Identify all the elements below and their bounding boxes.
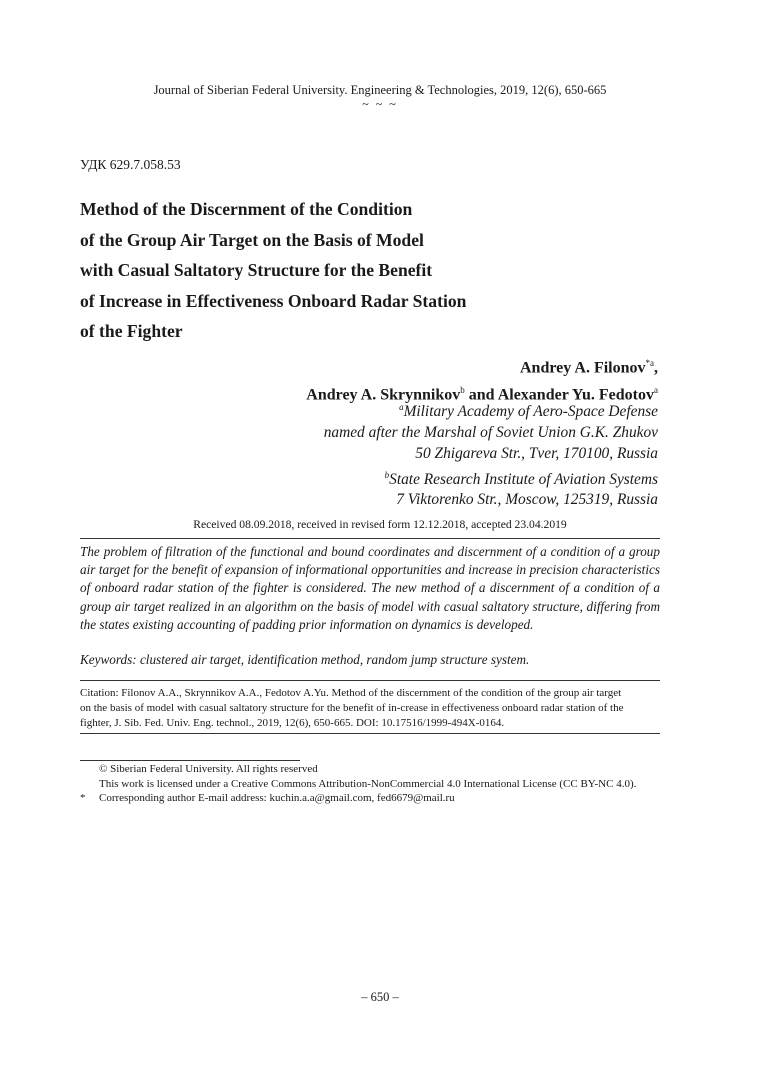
journal-header: Journal of Siberian Federal University. Engineering & Technologies, 2019, 12(6), 650-665 (153, 83, 607, 97)
affiliation-line: 50 Zhigareva Str., Tver, 170100, Russia (415, 444, 658, 462)
affiliations (324, 397, 658, 511)
author-mark: b (460, 385, 465, 396)
citation-line: on the basis of model with casual saltatory structure for the benefit of in-crease in effectiveness onboard radar station of the (80, 702, 624, 715)
citation-line: fighter, J. Sib. Fed. Univ. Eng. technol., 2019, 12(6), 650-665. DOI: 10.17516/1999-494X-0164. (80, 717, 505, 730)
page-number: – 650 – (361, 990, 399, 1004)
received-dates: Received 08.09.2018, received in revised form 12.12.2018, accepted 23.04.2019 (193, 518, 567, 531)
citation (80, 686, 660, 732)
citation-line: Citation: Filonov A.A., Skrynnikov A.A., Fedotov A.Yu. Method of the discernment of the condition of the group air target (80, 687, 622, 699)
paper-title (80, 194, 550, 347)
udk-code: УДК 629.7.058.53 (80, 157, 181, 172)
title-line: of Increase in Effectiveness Onboard Radar Station (80, 290, 467, 311)
keywords: Keywords: clustered air target, identification method, random jump structure system. (80, 652, 530, 667)
title-line: of the Fighter (80, 321, 183, 342)
header-ornament: ~ ~ ~ (362, 97, 398, 111)
affiliation-line: named after the Marshal of Soviet Union G.K. Zhukov (323, 423, 658, 441)
affiliation-line: 7 Viktorenko Str., Moscow, 125319, Russia (396, 491, 658, 509)
footnote-mark: * (80, 792, 86, 805)
citation-top-rule (80, 680, 660, 681)
title-line: Method of the Discernment of the Condition (80, 199, 413, 219)
author-name: Andrey A. Skrynnikov (306, 386, 461, 404)
author-name: Alexander Yu. Fedotov (497, 386, 654, 404)
author-name: Andrey A. Filonov (520, 359, 646, 377)
corresponding-author-note: Corresponding author E-mail address: kuchin.a.a@gmail.com, fed6679@mail.ru (99, 792, 455, 805)
citation-bottom-rule (80, 733, 660, 734)
footnote-rule (80, 760, 300, 761)
license-note: This work is licensed under a Creative Commons Attribution-NonCommercial 4.0 International License (CC BY-NC 4.0). (99, 777, 637, 790)
affiliation-line: State Research Institute of Aviation Systems (389, 470, 658, 488)
title-line: of the Group Air Target on the Basis of Model (80, 229, 424, 250)
footnotes (80, 762, 680, 806)
author-list: Andrey A. Filonov$^{*a}$, Andrey A. Skrynnikov$^b$ and Alexander Yu. Fedotov$^a$ (306, 358, 658, 404)
author-mark: a (654, 385, 658, 396)
author-mark: *a (645, 358, 654, 368)
affiliation-mark: b (384, 469, 390, 480)
affiliation-mark: a (399, 402, 404, 412)
copyright-note: © Siberian Federal University. All rights reserved (99, 763, 318, 775)
abstract: The problem of filtration of the functional and bound coordinates and discernment of a condition of a group air target for the benefit of expansion of informational opportunities and increase in precision characteristics of onboard radar station of the fighter is considered. The new method of a discernment of a condition of a group air target realized in an algorithm on the basis of model with casual saltatory structure, differing from the states existing accounting of padding prior information on dynamics is developed. (80, 544, 660, 632)
abstract-top-rule (80, 538, 660, 539)
affiliation-line: Military Academy of Aero-Space Defense (403, 403, 658, 421)
title-line: with Casual Saltatory Structure for the Benefit (80, 260, 433, 281)
